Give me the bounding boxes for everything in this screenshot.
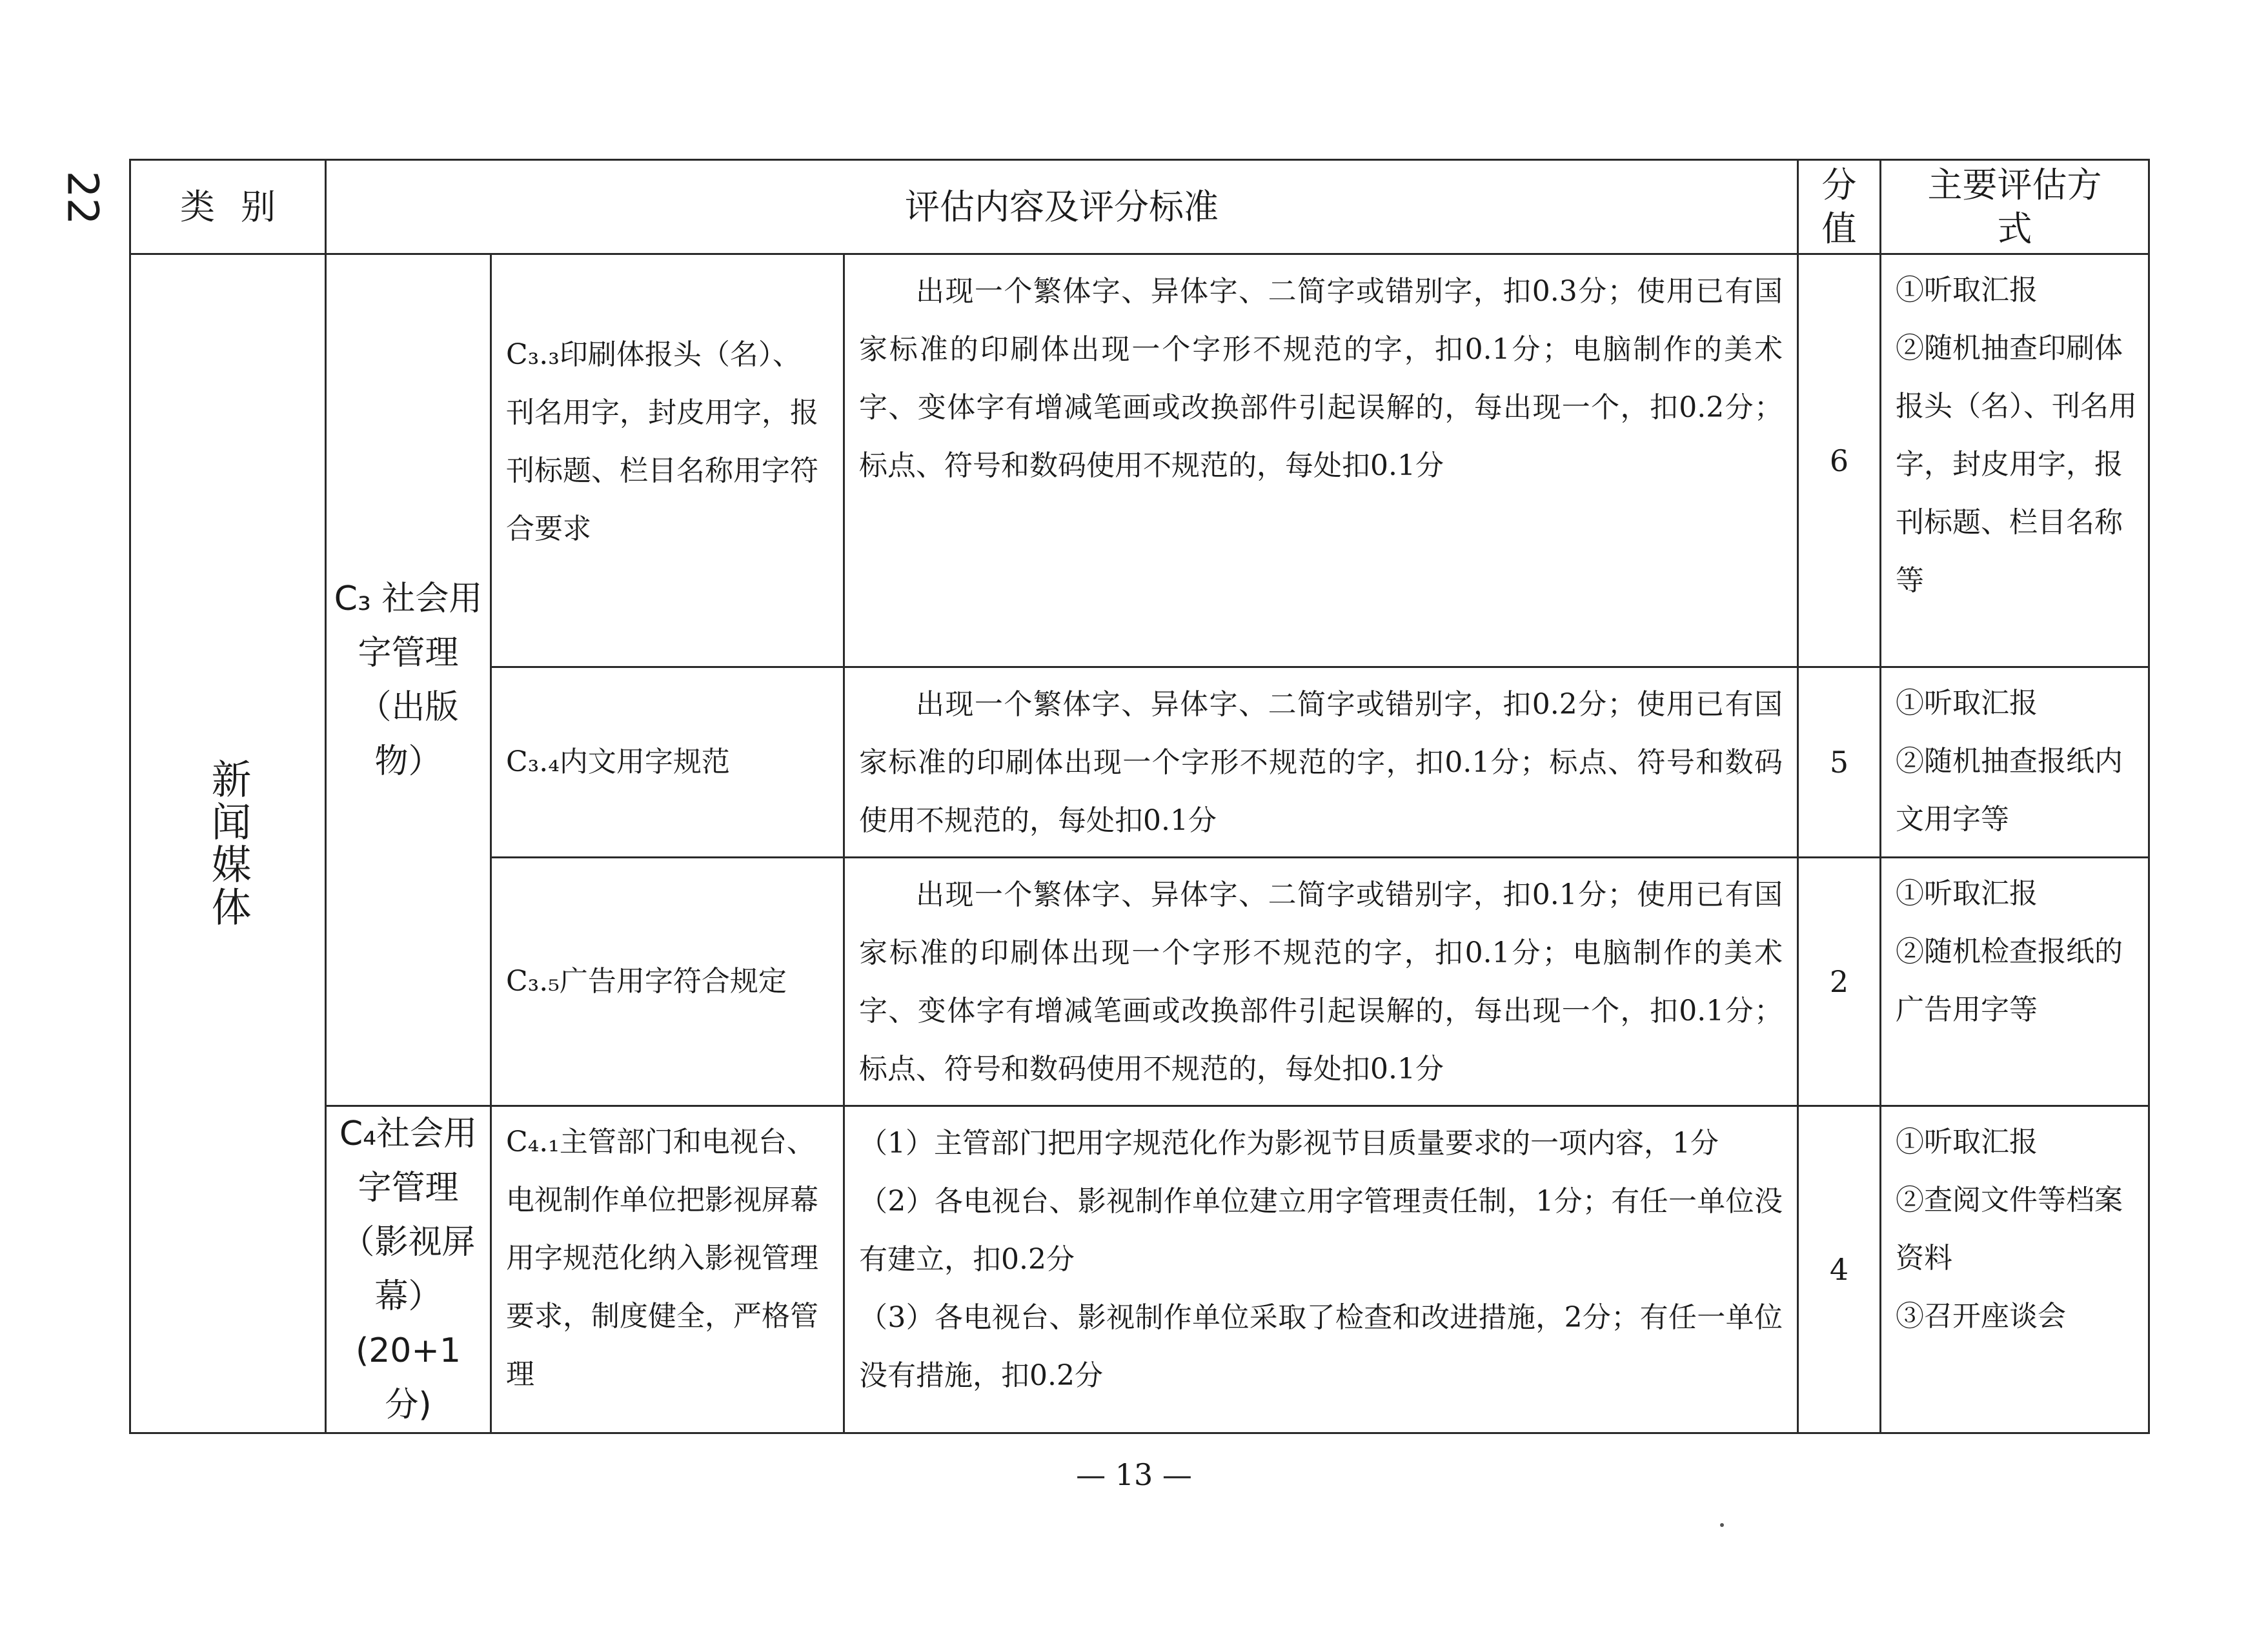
scan-speck — [1720, 1523, 1724, 1527]
table-row — [130, 254, 2149, 667]
page-footer: — 13 — — [1076, 1457, 1192, 1492]
criteria-text: （3）各电视台、影视制作单位采取了检查和改进措施，2分；有任一单位没有措施，扣0.2分 — [859, 1301, 1783, 1392]
header-row — [130, 160, 2149, 254]
method-cell — [1881, 1106, 2149, 1433]
criteria-cell — [844, 858, 1798, 1106]
item-cell: C₃.₄内文用字规范 — [491, 667, 844, 858]
method-line: ①听取汇报 — [1896, 274, 2038, 307]
criteria-text: （1）主管部门把用字规范化作为影视节目质量要求的一项内容，1分 — [859, 1127, 1719, 1160]
side-page-number: 22 — [57, 170, 108, 225]
score-cell: 5 — [1798, 667, 1881, 858]
criteria-cell — [844, 1106, 1798, 1433]
score-cell: 6 — [1798, 254, 1881, 667]
item-cell: C₃.₅广告用字符合规定 — [491, 858, 844, 1106]
header-score: 分值 — [1798, 160, 1881, 254]
method-cell — [1881, 254, 2149, 667]
method-line: ②随机抽查印刷体报头（名）、刊名用字，封皮用字，报刊标题、栏目名称等 — [1896, 332, 2137, 597]
method-line: ②随机抽查报纸内文用字等 — [1896, 745, 2123, 836]
header-category: 类别 — [130, 160, 326, 254]
item-cell: C₄.₁主管部门和电视台、电视制作单位把影视屏幕用字规范化纳入影视管理要求，制度健全，严格管理 — [491, 1106, 844, 1433]
method-cell — [1881, 667, 2149, 858]
method-line: ①听取汇报 — [1896, 687, 2038, 720]
criteria-cell — [844, 667, 1798, 858]
header-method: 主要评估方式 — [1881, 160, 2149, 254]
method-line: ①听取汇报 — [1896, 877, 2038, 910]
criteria-cell — [844, 254, 1798, 667]
criteria-text: 出现一个繁体字、异体字、二简字或错别字，扣0.2分；使用已有国家标准的印刷体出现一个字形不规范的字，扣0.1分；标点、符号和数码使用不规范的，每处扣0.1分 — [859, 688, 1783, 837]
method-line: ①听取汇报 — [1896, 1126, 2038, 1158]
criteria-text: 出现一个繁体字、异体字、二简字或错别字，扣0.1分；使用已有国家标准的印刷体出现一个字形不规范的字，扣0.1分；电脑制作的美术字、变体字有增减笔画或改换部件引起误解的，每出现一个，扣0.1分；标点、符号和数码使用不规范的，每处扣0.1分 — [859, 878, 1783, 1086]
header-content: 评估内容及评分标准 — [326, 160, 1798, 254]
category-cell — [130, 254, 326, 1433]
method-line: ②查阅文件等档案资料 — [1896, 1184, 2123, 1275]
criteria-text: （2）各电视台、影视制作单位建立用字管理责任制，1分；有任一单位没有建立，扣0.2分 — [859, 1185, 1783, 1276]
method-line: ③召开座谈会 — [1896, 1300, 2066, 1333]
evaluation-table — [129, 159, 2150, 1434]
score-cell: 2 — [1798, 858, 1881, 1106]
category-label: 新闻媒体 — [205, 758, 252, 929]
table-row — [130, 1106, 2149, 1433]
method-cell — [1881, 858, 2149, 1106]
item-cell: C₃.₃印刷体报头（名）、刊名用字，封皮用字，报刊标题、栏目名称用字符合要求 — [491, 254, 844, 667]
subcategory-cell: C₄社会用字管理（影视屏幕）(20+1分) — [326, 1106, 491, 1433]
method-line: ②随机检查报纸的广告用字等 — [1896, 935, 2123, 1026]
criteria-text: 出现一个繁体字、异体字、二简字或错别字，扣0.3分；使用已有国家标准的印刷体出现一个字形不规范的字，扣0.1分；电脑制作的美术字、变体字有增减笔画或改换部件引起误解的，每出现一个，扣0.2分；标点、符号和数码使用不规范的，每处扣0.1分 — [859, 275, 1783, 482]
subcategory-cell: C₃ 社会用字管理（出版物） — [326, 254, 491, 1106]
score-cell: 4 — [1798, 1106, 1881, 1433]
